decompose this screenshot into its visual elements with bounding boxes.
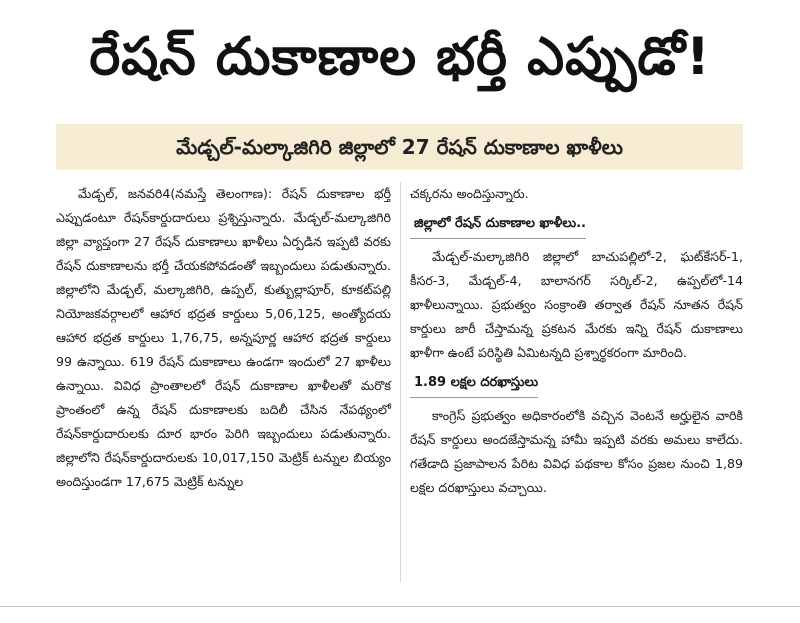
subheadline: మేడ్చల్‌-మల్కాజిగిరి జిల్లాలో 27 రేషన్‌ దుకాణాల ఖాళీలు — [176, 135, 623, 159]
section-heading-applications: 1.89 లక్షల దరఖాస్తులు — [410, 369, 538, 398]
right-column-continuation: చక్కరను అందిస్తున్నారు. — [410, 186, 529, 201]
section-heading-vacancies: జిల్లాలో రేషన్‌ దుకాణాల ఖాళీలు.. — [410, 210, 586, 239]
left-column — [56, 182, 391, 494]
headline: రేషన్‌ దుకాణాల భర్తీ ఎప్పుడో! — [89, 27, 711, 87]
left-column-paragraph: మేడ్చల్‌, జనవరి4(నమస్తే తెలంగాణ): రేషన్‌ దుకాణాల భర్తీ ఎప్పుడంటూ రేషన్‌కార్డుదారులు ప్రశ్నిస్తున్నారు. మేడ్చల్‌-మల్కాజిగిరి జిల్లా వ్యాప్తంగా 27 రేషన్‌ దుకాణాలు ఖాళీలు ఏర్పడిన ఇప్పటి వరకు రేషన్‌ దుకాణాలను భర్తీ చేయకపోవడంతో ఇబ్బందులు పడుతున్నారు. జిల్లాలోని మేడ్చల్‌, మల్కాజిగిరి, ఉప్పల్‌, కుత్బుల్లాపూర్‌, కూకట్‌పల్లి నియోజకవర్గాలలో ఆహార భద్రత కార్డులు 5,06,125, అంత్యోదయ ఆహార భద్రత కార్డులు 1,76,75, అన్నపూర్ణ ఆహార భద్రత కార్డులు 99 ఉన్నాయి. 619 రేషన్‌ దుకాణాలు ఉండగా ఇందులో 27 ఖాళీలు ఉన్నాయి. వివిధ ప్రాంతాలలో రేషన్‌ దుకాణాల ఖాళీలతో మరొక ప్రాంతంలో ఉన్న రేషన్‌ దుకాణాలకు బదిలీ చేసిన నేపథ్యంలో రేషన్‌కార్డుదారులకు దూర భారం పెరిగి ఇబ్బందులు పడుతున్నారు. జిల్లాలోని రేషన్‌కార్డుదారులకు 10,017,150 మెట్రిక్‌ టన్నుల బియ్యం అందిస్తుండగా 17,675 మెట్రిక్‌ టన్నుల — [56, 186, 391, 489]
section-paragraph-vacancies: మేడ్చల్‌-మల్కాజిగిరి జిల్లాలో బాచుపల్లిలో-2, ఘట్‌కేసర్‌-1, కీసర-3, మేడ్చల్‌-4, బాలానగర్‌ సర్కిల్‌-2, ఉప్పల్‌లో-14 ఖాళీలున్నాయి. ప్రభుత్వం సంక్రాంతి తర్వాత రేషన్‌ నూతన రేషన్‌ కార్డులు జారీ చేస్తామన్న ప్రకటన మేరకు ఇన్ని రేషన్‌ దుకాణాలు ఖాళీగా ఉంటే పరిస్థితి ఏమిటన్నది ప్రశ్నార్థకరంగా మారింది. — [410, 249, 743, 360]
bottom-rule — [0, 606, 800, 607]
right-column — [410, 182, 743, 500]
column-divider — [400, 182, 401, 582]
section-paragraph-applications: కాంగ్రెస్‌ ప్రభుత్వం అధికారంలోకి వచ్చిన వెంటనే అర్హులైన వారికి రేషన్‌ కార్డులు అందజేస్తామన్న హామీ ఇప్పటి వరకు అమలు కాలేదు. గతేడాది ప్రజాపాలన పేరిట వివిధ పథకాల కోసం ప్రజల నుంచి 1,89 లక్షల దరఖాస్తులు వచ్చాయి. — [410, 408, 743, 495]
